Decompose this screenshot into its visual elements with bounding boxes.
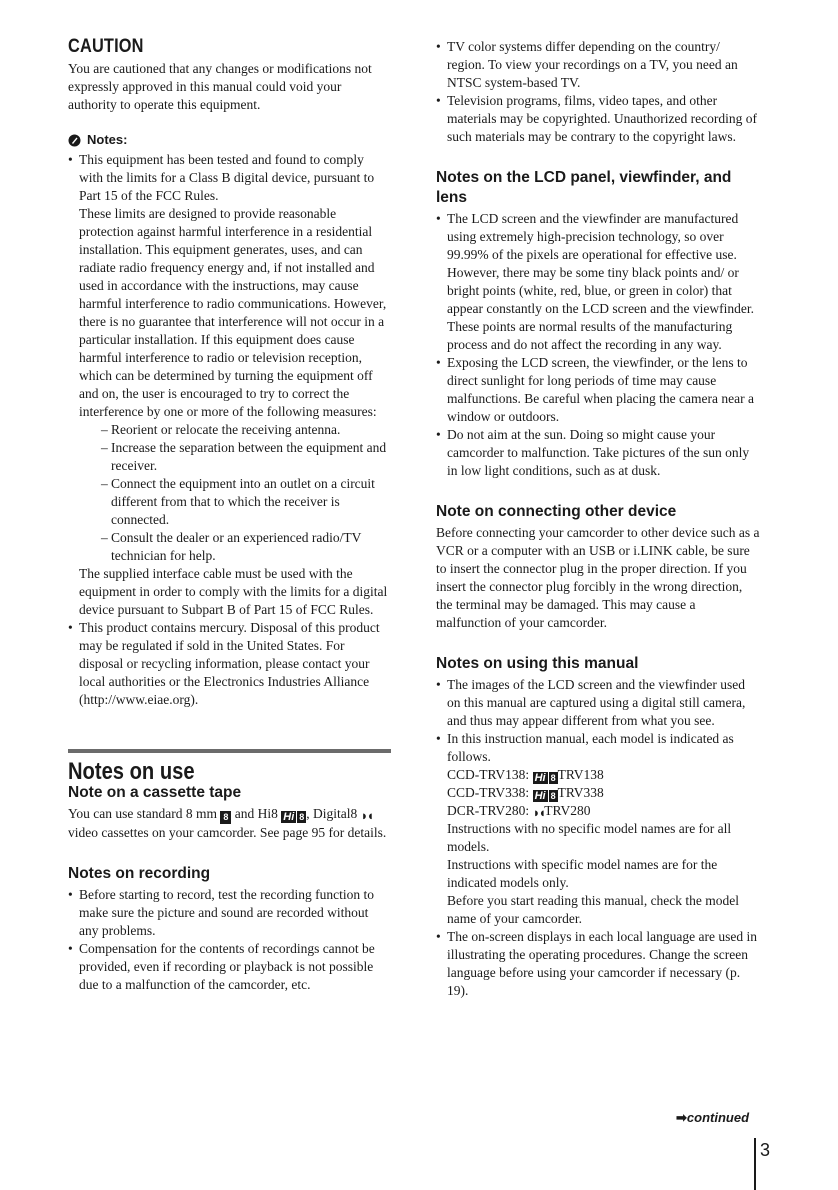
list-item: – Connect the equipment into an outlet on a circuit different from that to which the receiver is connected. — [101, 475, 391, 529]
list-item: • Do not aim at the sun. Doing so might cause your camcorder to malfunction. Take pictures of the sun only in low light conditions, such as at dusk. — [436, 426, 760, 480]
subsection-title: Note on connecting other device — [436, 503, 677, 520]
subsection-title: Notes on using this manual — [436, 655, 639, 672]
digital8-icon: ◗◖ — [360, 808, 373, 823]
list-item: • Compensation for the contents of recordings cannot be provided, even if recording or playback is not possible due to a malfunction of the camcorder, etc. — [68, 940, 391, 994]
connect-text: Before connecting your camcorder to other device such as a VCR or a computer with an USB or i.LINK cable, be sure to insert the connector plug in the proper direction. If you insert the connector plug forcibly in the wrong direction, the terminal may be damaged. This may cause a malfunction of your camcorder. — [436, 525, 760, 630]
fcc-limits: These limits are designed to provide reasonable protection against harmful interference in a residential installation. This equipment generates, uses, and can radiate radio frequency energy and, if not installed and used in accordance with the instructions, may cause harmful interference to radio communications. However, there is no guarantee that interference will not occur in a particular installation. If this equipment does cause harmful interference to radio or television reception, which can be determined by turning the equipment off and on, the user is encouraged to try to correct the interference by one or more of the following measures: — [79, 206, 387, 419]
hi8-icon: Hi 8 — [283, 811, 305, 823]
subsection-title: Notes on the LCD panel, viewfinder, and lens — [436, 169, 732, 206]
list-item: – Reorient or relocate the receiving antenna. — [101, 421, 391, 439]
hi8-icon: Hi 8 — [534, 790, 556, 802]
fcc-statement: • This equipment has been tested and found to comply with the limits for a Class B digital device, pursuant to Part 15 of the FCC Rules. — [79, 152, 375, 203]
list-item: • The on-screen displays in each local language are used in illustrating the operating procedures. Change the screen language before using your camcorder if necessary (p. 19). — [436, 928, 760, 1000]
list-item: • The images of the LCD screen and the viewfinder used on this manual are captured using a digital still camera, and thus may appear different from what you see. — [436, 676, 760, 730]
list-item — [68, 151, 391, 619]
section-divider — [68, 749, 391, 753]
list-item: • In this instruction manual, each model is indicated as follows. CCD-TRV138: Hi 8 TRV138 CCD-TRV338: Hi 8 TRV338 DCR-TRV280: ◗◖TRV280 Instructions with no specific model names are for all models. Instructions with specific model names are for the indicated models only. Before you start reading this manual, check the model name of your camcorder. — [436, 730, 760, 928]
measures-list — [79, 421, 391, 565]
subsection-title: Notes on recording — [68, 865, 211, 882]
model-line: CCD-TRV338: Hi 8 TRV338 — [447, 785, 604, 802]
list-item: – Consult the dealer or an experienced radio/TV technician for help. — [101, 529, 391, 565]
list-item: • TV color systems differ depending on the country/ region. To view your recordings on a TV, you need an NTSC system-based TV. — [436, 38, 760, 92]
arrow-right-icon: ➡ — [676, 1110, 687, 1125]
cassette-text: You can use standard 8 mm 8 and Hi8 Hi 8 , Digital8 ◗◖ video cassettes on your camcorder. See page 95 for details. — [68, 806, 387, 840]
page-edge-rule — [754, 1138, 756, 1190]
list-item: • The LCD screen and the viewfinder are manufactured using extremely high-precision technology, so over 99.99% of the pixels are operational for effective use. However, there may be some tiny black points and/ or bright points (white, red, blue, or green in color) that appear constantly on the LCD screen and the viewfinder. These points are normal results of the manufacturing process and do not affect the recording in any way. — [436, 210, 760, 354]
caution-heading: CAUTION — [68, 36, 144, 57]
model-line: CCD-TRV138: Hi 8 TRV138 — [447, 767, 604, 784]
notes-list — [68, 151, 391, 709]
8mm-icon: 8 — [220, 811, 231, 824]
manual-list — [436, 676, 760, 1000]
continued-label: ➡continued — [676, 1110, 750, 1125]
list-item: • Exposing the LCD screen, the viewfinder, or the lens to direct sunlight for long periods of time may cause malfunctions. Be careful when placing the camera near a window or outdoors. — [436, 354, 760, 426]
interface-cable-note: The supplied interface cable must be used with the equipment in order to comply with the limits for a digital device pursuant to Subpart B of Part 15 of FCC Rules. — [79, 566, 388, 617]
list-item: • Television programs, films, video tapes, and other materials may be copyrighted. Unauthorized recording of such materials may be contrary to the copyright laws. — [436, 92, 760, 146]
notes-icon — [68, 134, 81, 147]
caution-text: You are cautioned that any changes or modifications not expressly approved in this manual could void your authority to operate this equipment. — [68, 61, 372, 112]
list-item: • Before starting to record, test the recording function to make sure the picture and sound are recorded without any problems. — [68, 886, 391, 940]
section-title: Notes on use — [68, 758, 195, 785]
left-column — [68, 38, 391, 994]
model-line: DCR-TRV280: ◗◖TRV280 — [447, 803, 591, 820]
tv-list — [436, 38, 760, 146]
hi8-icon: Hi 8 — [534, 772, 556, 784]
recording-list — [68, 886, 391, 994]
notes-heading: Notes: — [68, 131, 391, 149]
list-item: • This product contains mercury. Disposal of this product may be regulated if sold in the United States. For disposal or recycling information, please contact your local authorities or the Electronics Industries Alliance (http://www.eiae.org). — [68, 619, 391, 709]
lcd-list — [436, 210, 760, 480]
subsection-title: Note on a cassette tape — [68, 784, 242, 801]
digital8-icon: ◗◖ — [532, 805, 545, 820]
page-number: 3 — [760, 1140, 771, 1160]
list-item: – Increase the separation between the equipment and receiver. — [101, 439, 391, 475]
right-column — [436, 38, 760, 1000]
